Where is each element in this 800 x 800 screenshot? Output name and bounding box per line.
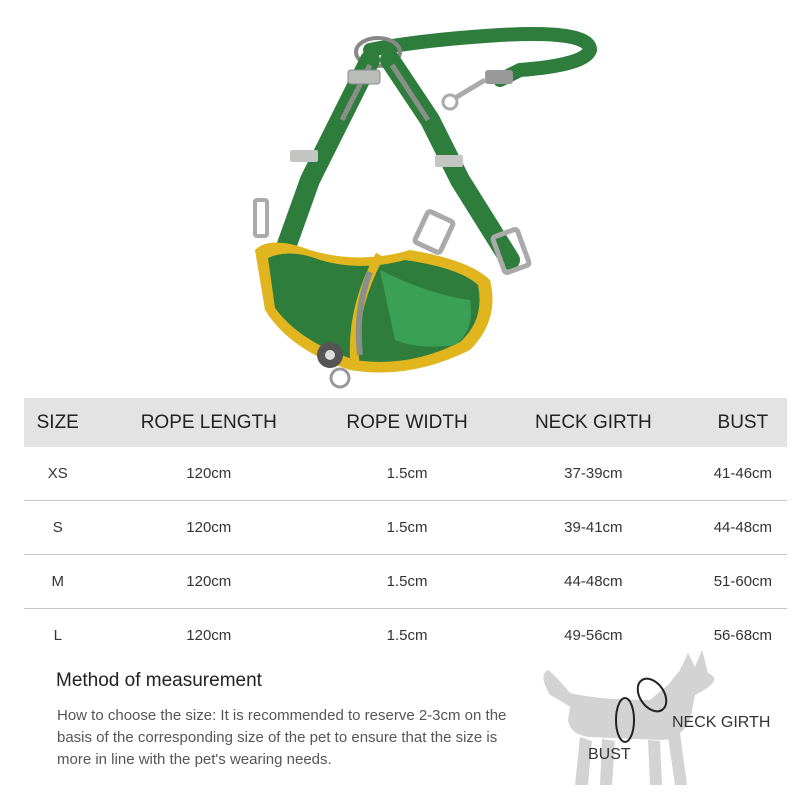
header-neck-girth: NECK GIRTH — [488, 398, 699, 447]
measurement-description: How to choose the size: It is recommended to reserve 2-3cm on the basis of the corresponding size of the pet to ensure that the size is more in line with the pet's wearing needs. — [57, 707, 507, 768]
bust-label: BUST — [588, 746, 631, 763]
cell-rope-length: 120cm — [91, 555, 326, 609]
table-row — [24, 501, 787, 555]
header-rope-width: ROPE WIDTH — [326, 398, 488, 447]
header-bust: BUST — [699, 398, 787, 447]
cell-neck-girth: 49-56cm — [564, 627, 623, 644]
cell-rope-length: 120cm — [186, 627, 232, 644]
cell-neck-girth: 44-48cm — [488, 555, 699, 609]
cell-bust: 44-48cm — [699, 501, 787, 555]
cell-size: M — [24, 555, 91, 609]
header-rope-length: ROPE LENGTH — [91, 398, 326, 447]
table-row — [24, 555, 787, 609]
cell-rope-length: 120cm — [91, 447, 326, 501]
cell-rope-width: 1.5cm — [386, 627, 428, 644]
size-chart-header-row — [24, 398, 787, 447]
table-row — [24, 447, 787, 501]
cell-neck-girth: 39-41cm — [488, 501, 699, 555]
cell-rope-width: 1.5cm — [326, 447, 488, 501]
neck-girth-label: NECK GIRTH — [672, 714, 771, 731]
header-size: SIZE — [24, 398, 91, 447]
cell-bust: 41-46cm — [699, 447, 787, 501]
cell-rope-width: 1.5cm — [326, 501, 488, 555]
cell-size: L — [53, 627, 62, 644]
measurement-title: Method of measurement — [56, 670, 262, 691]
size-chart-table — [24, 398, 787, 662]
cell-neck-girth: 37-39cm — [488, 447, 699, 501]
cell-size: XS — [24, 447, 91, 501]
cell-rope-length: 120cm — [91, 501, 326, 555]
cell-size: S — [24, 501, 91, 555]
cell-bust: 51-60cm — [699, 555, 787, 609]
harness-product-image — [230, 10, 610, 395]
cell-rope-width: 1.5cm — [326, 555, 488, 609]
cell-bust: 56-68cm — [713, 627, 773, 644]
